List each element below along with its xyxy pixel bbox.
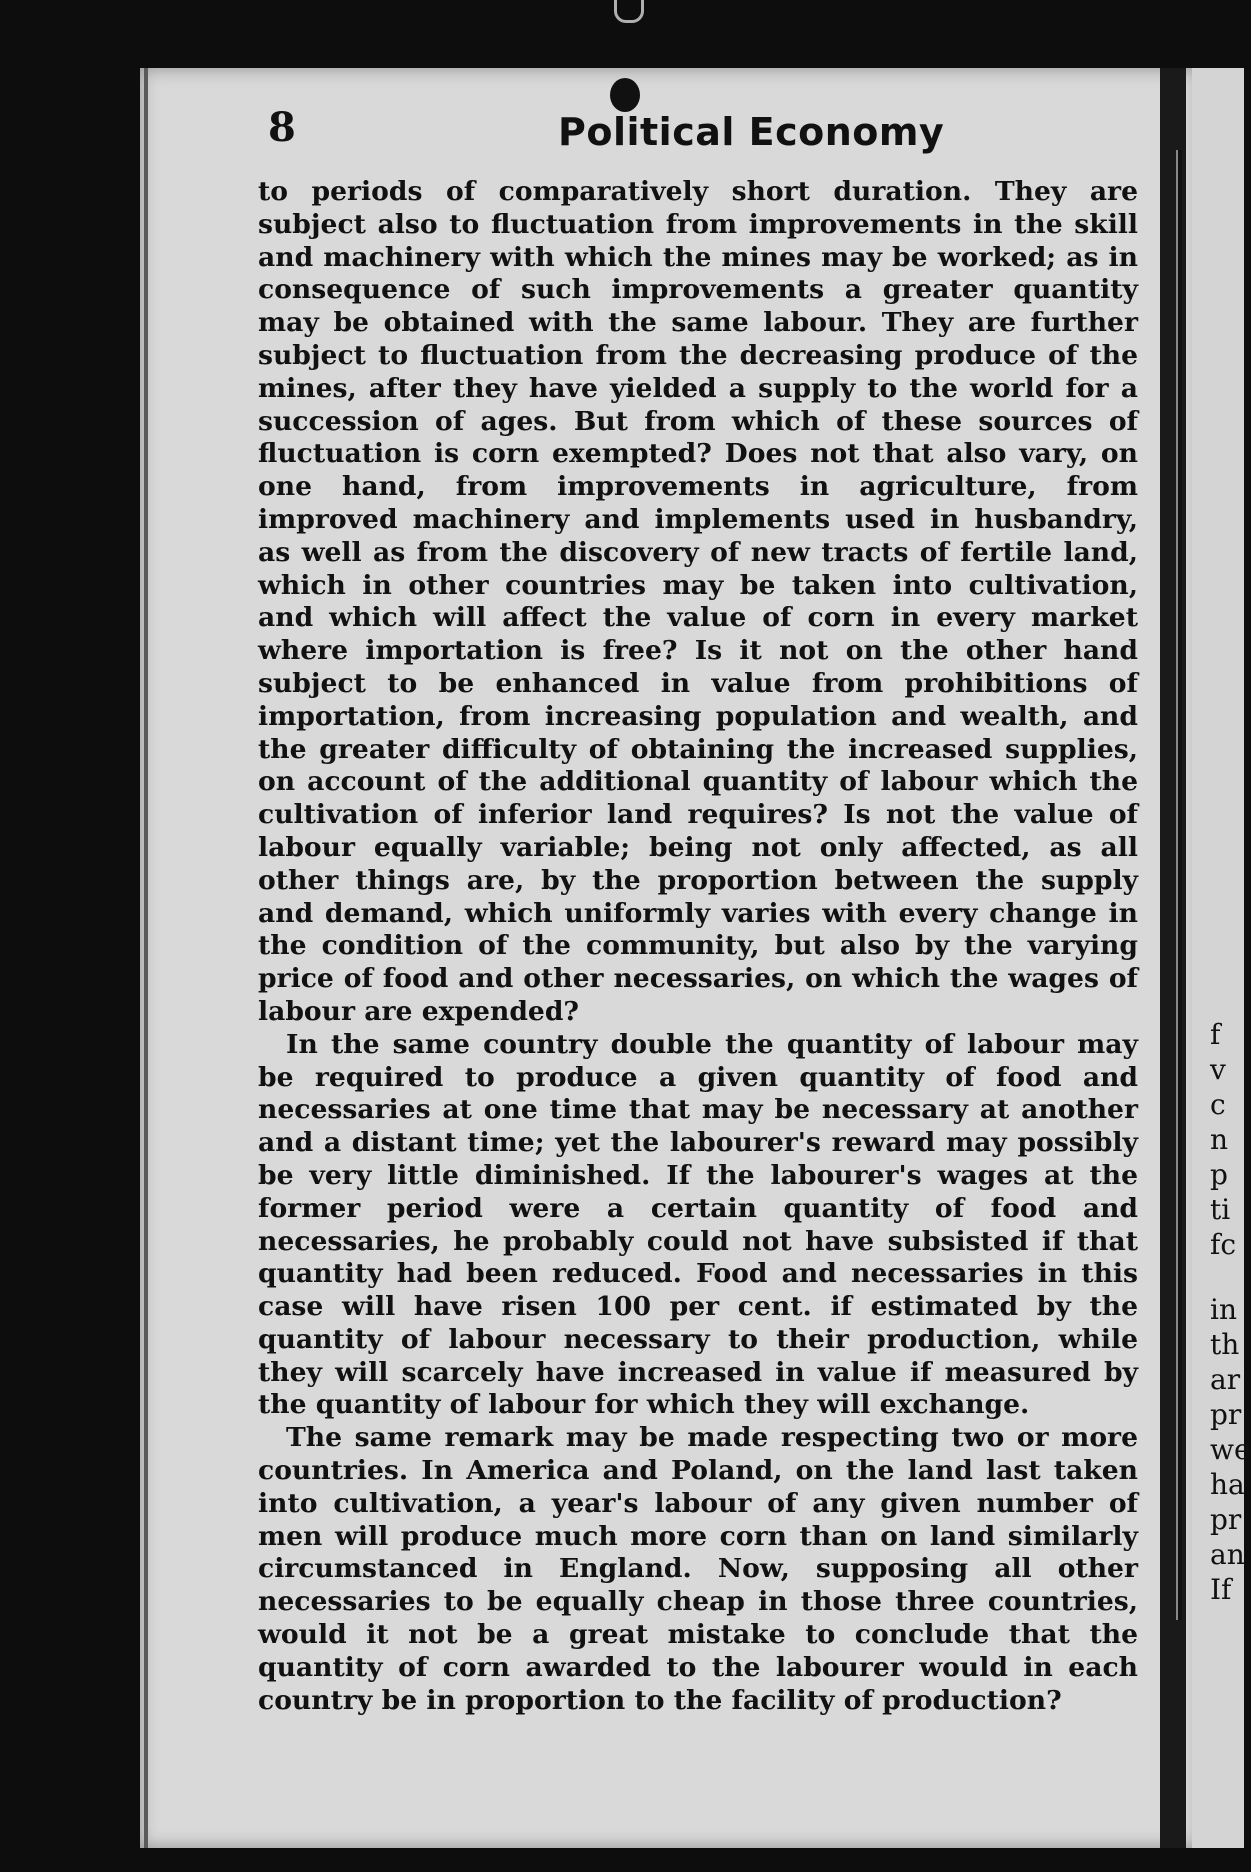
gutter-line xyxy=(1176,150,1182,1620)
book-gutter xyxy=(1160,68,1186,1848)
facing-fragment: If xyxy=(1210,1573,1232,1606)
facing-page-edge xyxy=(1192,68,1251,1848)
paragraph-3: The same remark may be made respecting two or more countries. In America and Poland, on the land last taken into cultivation, a year's labour of any given number of men will produce much more corn than on land similarly circumstanced in England. Now, supposing all other necessaries to be equally cheap in those three countries, would it not be a great mistake to conclude that the quantity of corn awarded to the labourer would in each country be in proportion to the facility of production? xyxy=(258,1422,1138,1716)
facing-fragment: pr xyxy=(1210,1398,1242,1431)
facing-fragment: p xyxy=(1210,1158,1228,1191)
facing-fragment: v xyxy=(1210,1053,1226,1086)
paragraph-1: to periods of comparatively short duration. They are subject also to fluctuation from improvements in the skill and machinery with which the mines may be worked; as in consequence of such improvements a greater quantity may be obtained with the same labour. They are further subject to fluctuation from the decreasing produce of the mines, after they have yielded a supply to the world for a succession of ages. But from which of these sources of fluctuation is corn exempted? Does not that also vary, on one hand, from improvements in agriculture, from improved machinery and implements used in husbandry, as well as from the discovery of new tracts of fertile land, which in other countries may be taken into cultivation, and which will affect the value of corn in every market where importation is free? Is it not on the other hand subject to be enhanced in value from prohibitions of importation, from increasing population and wealth, and the greater difficulty of obtaining the increased supplies, on account of the additional quantity of labour which the cultivation of inferior land requires? Is not the value of labour equally variable; being not only affected, as all other things are, by the proportion between the supply and demand, which uniformly varies with every change in the condition of the community, but also by the varying price of food and other necessaries, on which the wages of labour are expended? xyxy=(258,176,1138,1027)
facing-fragment: an xyxy=(1210,1538,1245,1571)
facing-fragment: ti xyxy=(1210,1193,1231,1226)
facing-fragment: fc xyxy=(1210,1228,1237,1261)
scan-top-mark xyxy=(614,0,644,23)
body-text xyxy=(258,176,1138,1717)
book-page xyxy=(140,68,1200,1848)
facing-fragment: th xyxy=(1210,1328,1240,1361)
facing-fragment: c xyxy=(1210,1088,1226,1121)
facing-fragment: f xyxy=(1210,1018,1221,1051)
facing-fragment: we xyxy=(1210,1433,1251,1466)
page-header xyxy=(268,104,1128,164)
facing-fragment: ha xyxy=(1210,1468,1245,1501)
page-number: 8 xyxy=(268,104,296,151)
facing-fragment: pr xyxy=(1210,1503,1242,1536)
facing-fragment: n xyxy=(1210,1123,1229,1156)
page-edge-line xyxy=(144,68,148,1848)
facing-fragment: ar xyxy=(1210,1363,1241,1396)
facing-fragment: in xyxy=(1210,1293,1237,1326)
paragraph-2: In the same country double the quantity of labour may be required to produce a given quantity of food and necessaries at one time that may be necessary at another and a distant time; yet the labourer's reward may possibly be very little diminished. If the labourer's wages at the former period were a certain quantity of food and necessaries, he probably could not have subsisted if that quantity had been reduced. Food and necessaries in this case will have risen 100 per cent. if estimated by the quantity of labour necessary to their production, while they will scarcely have increased in value if measured by the quantity of labour for which they will exchange. xyxy=(258,1028,1138,1421)
running-head: Political Economy xyxy=(558,110,945,154)
